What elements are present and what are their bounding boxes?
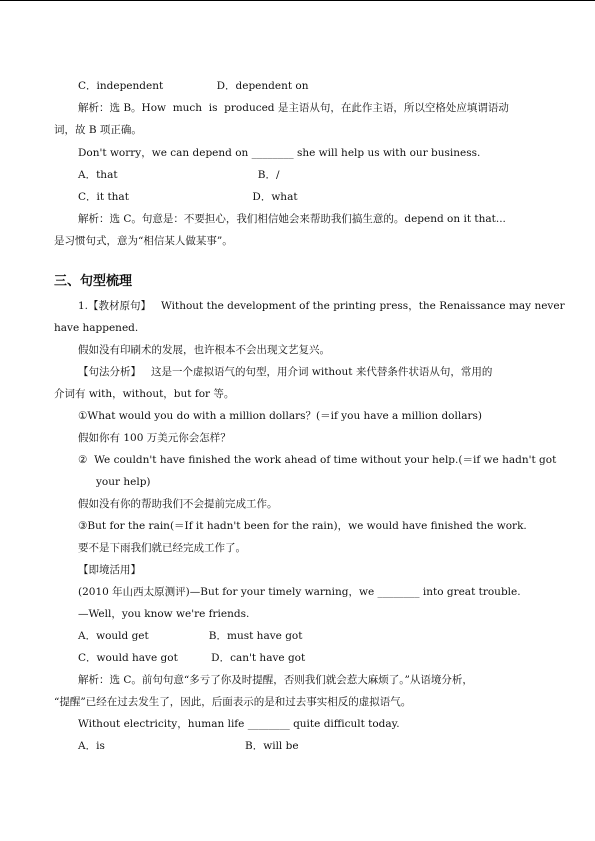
example-sentence: your help) bbox=[96, 476, 151, 488]
option-line-cd: C．would have got D．can't have got bbox=[78, 652, 306, 664]
translation-line: 假如你有 100 万美元你会怎样？ bbox=[78, 432, 231, 444]
translation-line: 假如没有印刷术的发展，也许根本不会出现文艺复兴。 bbox=[78, 344, 330, 356]
explanation-line: 词，故 B 项正确。 bbox=[54, 124, 142, 136]
syntax-analysis-line: 【句法分析】 这是一个虚拟语气的句型，用介词 without 来代替条件状语从句，常用的 bbox=[78, 366, 493, 378]
translation-line: 要不是下雨我们就已经完成工作了。 bbox=[78, 542, 246, 554]
example-sentence: ③But for the rain(＝If it hadn't been for the rain)，we would have finished the work. bbox=[78, 520, 527, 532]
textbook-sentence: have happened. bbox=[54, 322, 139, 334]
textbook-sentence: 1.【教材原句】 Without the development of the printing press，the Renaissance may never bbox=[78, 300, 565, 312]
explanation-line: 解析：选 C。前句句意“多亏了你及时提醒，否则我们就会惹大麻烦了。”从语境分析， bbox=[78, 674, 473, 686]
explanation-line: “提醒”已经在过去发生了，因此，后面表示的是和过去事实相反的虚拟语气。 bbox=[54, 696, 412, 708]
question-line: Don't worry，we can depend on ________ she will help us with our business. bbox=[78, 147, 481, 159]
page-top-rule bbox=[0, 0, 595, 1]
practice-heading: 【即境活用】 bbox=[78, 564, 141, 576]
explanation-line: 是习惯句式，意为“相信某人做某事”。 bbox=[54, 235, 233, 247]
explanation-line: 解析：选 B。How much is produced 是主语从句，在此作主语，所以空格处应填谓语动 bbox=[78, 102, 509, 114]
question-line: Without electricity，human life ________ quite difficult today. bbox=[78, 718, 400, 730]
example-sentence: ①What would you do with a million dollars？(＝if you have a million dollars) bbox=[78, 410, 482, 422]
syntax-analysis-line: 介词有 with，without，but for 等。 bbox=[54, 388, 235, 400]
explanation-line: 解析：选 C。句意是：不要担心，我们相信她会来帮助我们搞生意的。depend on it that... bbox=[78, 213, 506, 225]
section-heading: 三、句型梳理 bbox=[54, 274, 133, 289]
option-line-cd: C．it that D．what bbox=[78, 191, 298, 203]
option-line-ab: A．would get B．must have got bbox=[78, 630, 303, 642]
option-line-cd-1: C．independent D．dependent on bbox=[78, 80, 309, 92]
translation-line: 假如没有你的帮助我们不会提前完成工作。 bbox=[78, 498, 278, 510]
example-sentence: ② We couldn't have finished the work ahead of time without your help.(＝if we hadn't got bbox=[78, 454, 557, 466]
option-line-ab: A．that B．/ bbox=[78, 169, 280, 181]
question-line: (2010 年山西太原测评)—But for your timely warning，we ________ into great trouble. bbox=[78, 586, 521, 598]
question-line: —Well，you know we're friends. bbox=[78, 608, 250, 620]
option-line-ab: A．is B．will be bbox=[78, 740, 299, 752]
